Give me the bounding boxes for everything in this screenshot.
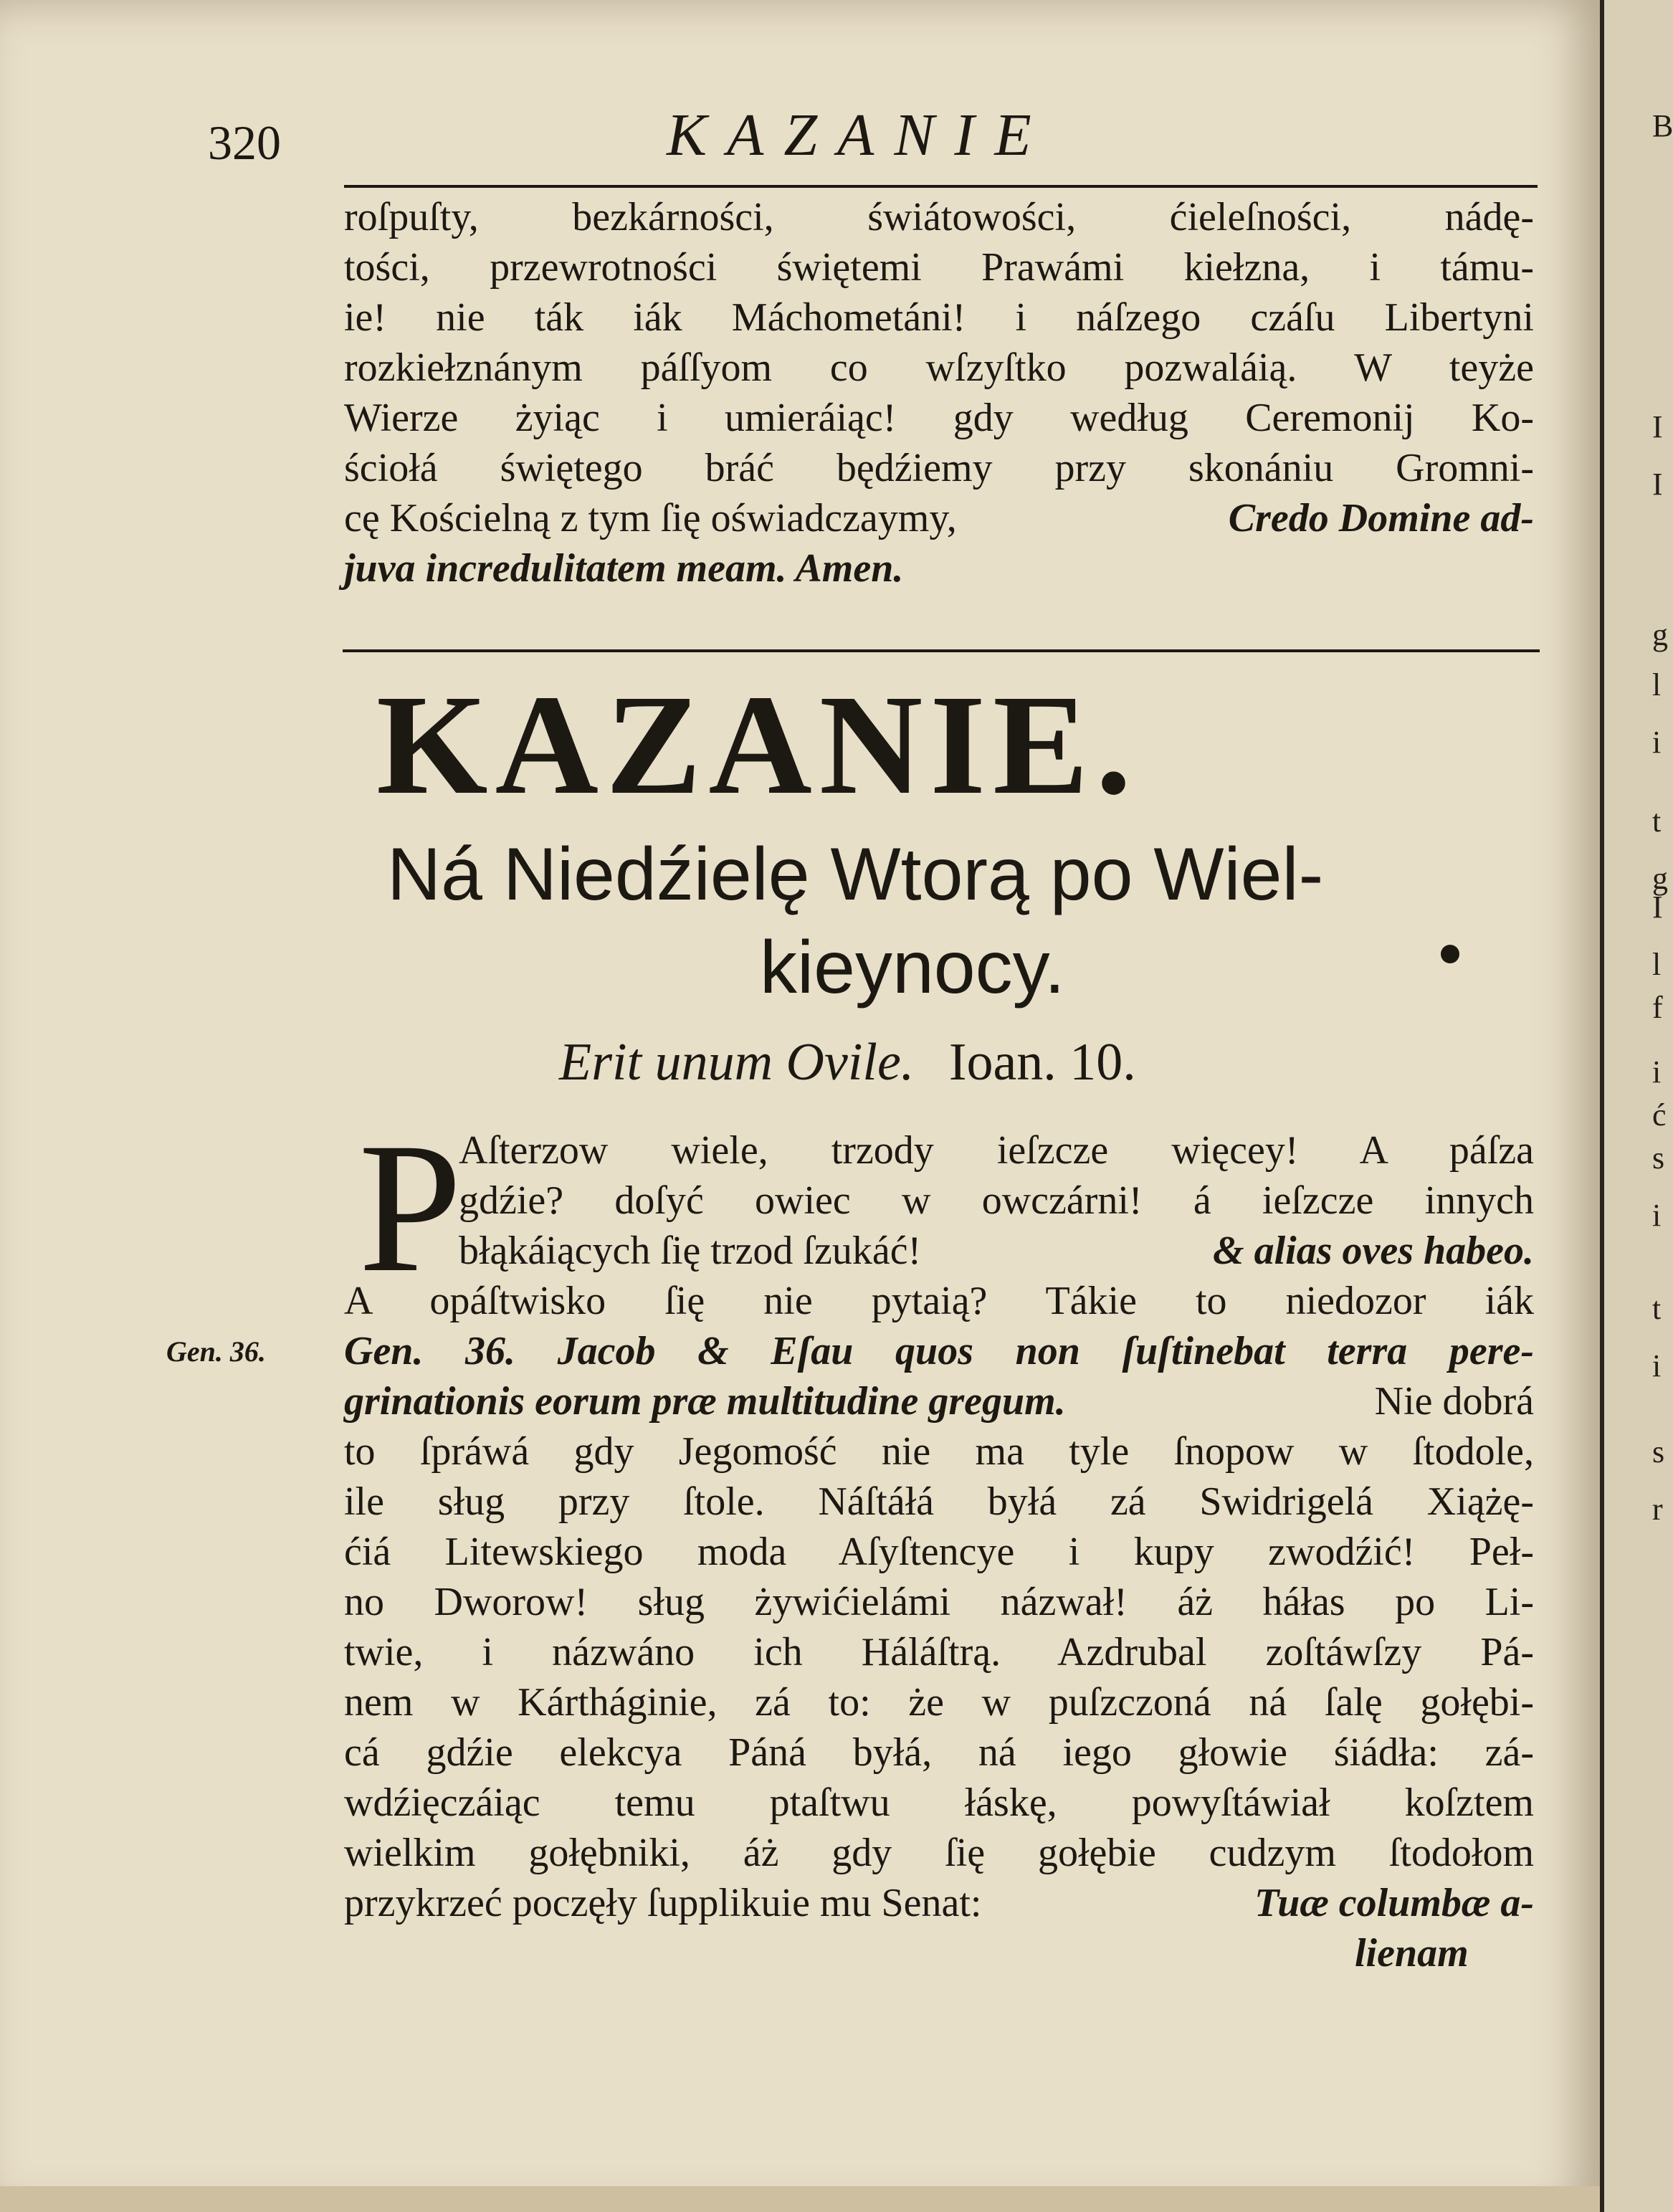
edge-letter: l	[1652, 667, 1662, 702]
text-line: ściołá świętego bráć będźiemy przy skonániu Gromni-	[344, 446, 1534, 490]
sermon-subtitle-line-2: kieynocy.	[760, 926, 1065, 1009]
text-segment: przykrzeć poczęły ſupplikuie mu Senat:	[344, 1881, 982, 1925]
edge-letter: i	[1652, 1348, 1662, 1383]
edge-letter: i	[1652, 1198, 1662, 1233]
text-line: Wierze żyiąc i umieráiąc! gdy według Ceremonij Ko-	[344, 396, 1534, 440]
text-line: gdźie? doſyć owiec w owczárni! á ieſzcze innych	[459, 1178, 1534, 1223]
drop-cap: P	[358, 1105, 462, 1311]
edge-letter: t	[1652, 1291, 1662, 1326]
text-line-mixed	[459, 1226, 1534, 1276]
margin-note: Gen. 36.	[166, 1335, 266, 1368]
edge-letter: i	[1652, 725, 1662, 760]
text-line-mixed	[344, 1878, 1534, 1928]
catchword: lienam	[1355, 1931, 1469, 1975]
motto-latin: Erit unum Ovile.	[559, 1033, 915, 1092]
edge-letter: ć	[1652, 1097, 1667, 1133]
text-line: A opáſtwisko ſię nie pytaią? Tákie to niedozor iák	[344, 1279, 1534, 1323]
edge-letter: g	[1652, 617, 1668, 652]
text-line: wielkim gołębniki, áż gdy ſię gołębie cudzym ſtodołom	[344, 1831, 1534, 1875]
sermon-title: KAZANIE.	[376, 666, 1139, 824]
text-line: wdźięczáiąc temu ptaſtwu łáskę, powyſtáwiał koſztem	[344, 1780, 1534, 1825]
edge-letter: i	[1652, 1054, 1662, 1090]
header-rule	[344, 185, 1538, 188]
motto-reference: Ioan. 10.	[948, 1033, 1136, 1092]
edge-letter: I	[1652, 467, 1663, 502]
text-segment: Nie dobrá	[1374, 1379, 1534, 1424]
latin-text: grinationis eorum præ multitudine gregum.	[344, 1379, 1066, 1424]
section-rule	[343, 649, 1540, 652]
text-line: ile sług przy ſtole. Náſtáłá byłá zá Swidrigelá Xiążę-	[344, 1479, 1534, 1524]
edge-letter: g	[1652, 861, 1668, 896]
bullet-ornament	[1441, 945, 1459, 963]
text-line: ie! nie ták iák Máchometáni! i náſzego czáſu Libertyni	[344, 295, 1534, 340]
latin-text: & alias oves habeo.	[1213, 1229, 1534, 1273]
text-line: cá gdźie elekcya Páná byłá, ná iego głowie śiádła: zá-	[344, 1730, 1534, 1775]
edge-letter: s	[1652, 1434, 1665, 1469]
edge-letter: s	[1652, 1140, 1665, 1176]
edge-letter: l	[1652, 947, 1662, 982]
text-segment: cę Kościelną z tym ſię oświadczaymy,	[344, 496, 957, 540]
text-line: rozkiełznánym páſſyom co wſzyſtko pozwaláią. W teyże	[344, 345, 1534, 390]
edge-letter: f	[1652, 990, 1663, 1025]
motto	[559, 1032, 1136, 1093]
latin-text: Tuæ columbæ a-	[1254, 1881, 1534, 1925]
page-number: 320	[208, 115, 281, 170]
text-line: nem w Kártháginie, zá to: że w puſzczoná ná ſalę gołębi-	[344, 1680, 1534, 1725]
text-line: roſpuſty, bezkárności, świátowości, ćieleſności, nádę-	[344, 195, 1534, 239]
text-line-mixed	[344, 493, 1534, 543]
sermon-subtitle-line-1: Ná Niedźielę Wtorą po Wiel-	[387, 833, 1324, 916]
text-line: tości, przewrotności świętemi Prawámi kiełzna, i támu-	[344, 245, 1534, 290]
text-line: no Dworow! sług żywićielámi názwał! áż háłas po Li-	[344, 1580, 1534, 1624]
text-line: ćiá Litewskiego moda Aſyſtencye i kupy zwodźić! Peł-	[344, 1530, 1534, 1574]
text-line: Aſterzow wiele, trzody ieſzcze więcey! A páſza	[459, 1128, 1534, 1173]
edge-letter: I	[1652, 890, 1663, 925]
text-segment: błąkáiących ſię trzod ſzukáć!	[459, 1229, 922, 1273]
text-line-mixed	[344, 1376, 1534, 1426]
page-bottom-edge	[0, 2186, 1600, 2212]
text-line: twie, i názwáno ich Háláſtrą. Azdrubal zoſtáwſzy Pá-	[344, 1630, 1534, 1674]
text-line: to ſpráwá gdy Jegomość nie ma tyle ſnopow w ſtodole,	[344, 1429, 1534, 1474]
running-head: KAZANIE	[667, 102, 1052, 168]
edge-letter: B	[1652, 108, 1673, 143]
latin-text: Credo Domine ad-	[1228, 496, 1534, 540]
edge-letter: r	[1652, 1492, 1663, 1527]
latin-text: juva incredulitatem meam. Amen.	[344, 546, 904, 591]
latin-text: Gen. 36. Jacob & Eſau quos non ſuſtinebat terra pere-	[344, 1329, 1534, 1373]
edge-letter: I	[1652, 409, 1663, 444]
edge-letter: t	[1652, 804, 1662, 839]
